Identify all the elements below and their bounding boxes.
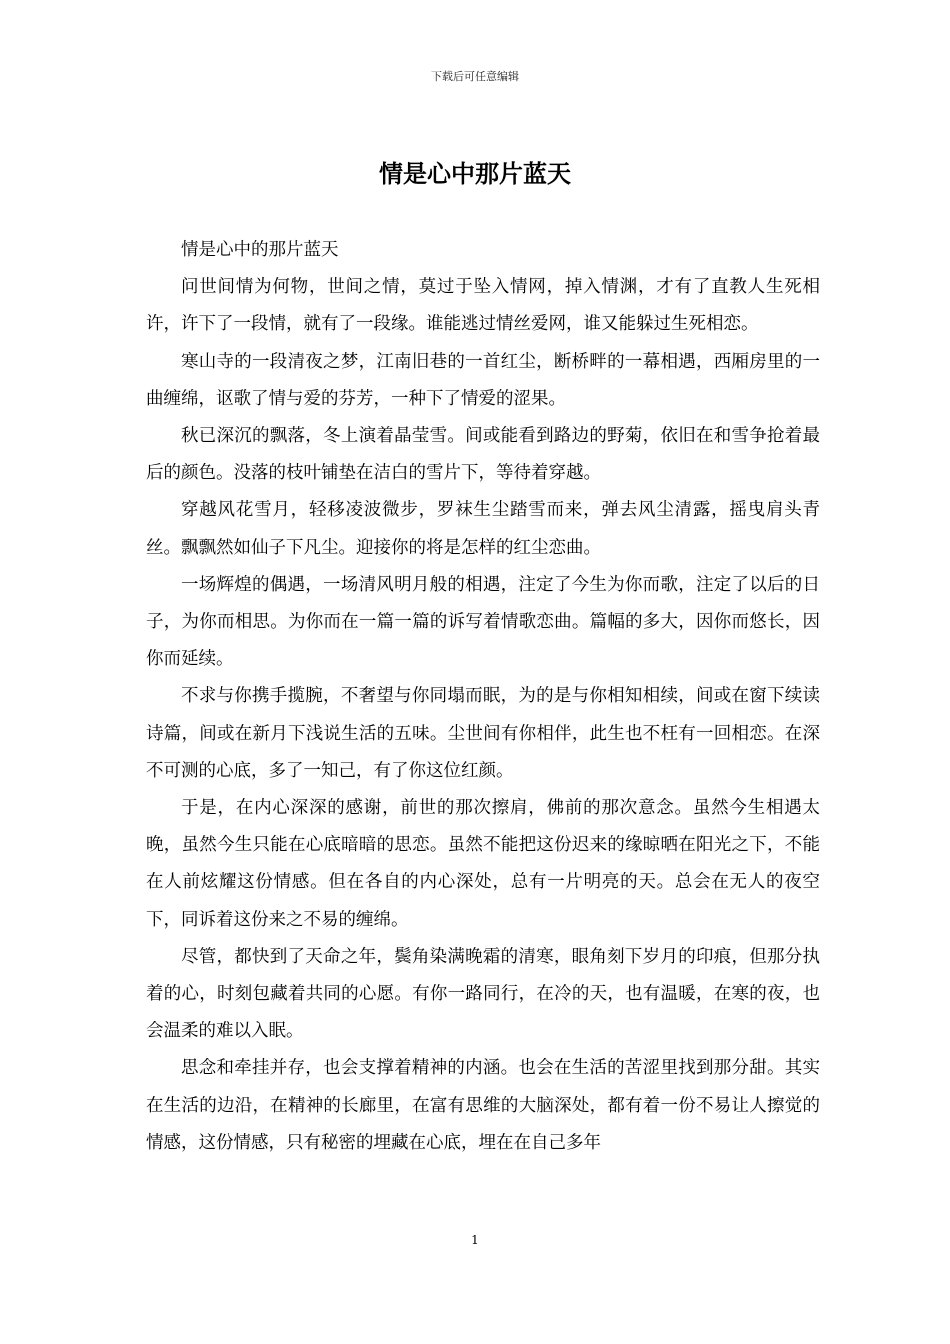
paragraph-subtitle: 情是心中的那片蓝天 [181,240,339,260]
header-note: 下载后可任意编辑 [431,70,519,83]
paragraph: 思念和牵挂并存，也会支撑着精神的内涵。也会在生活的苦涩里找到那分甜。其实在生活的边沿，在精神的长廊里，在富有思维的大脑深处，都有着一份不易让人擦觉的情感，这份情感，只有秘密的埋藏在心底，埋在在自己多年 [146,1058,820,1153]
paragraph: 寒山寺的一段清夜之梦，江南旧巷的一首红尘，断桥畔的一幕相遇，西厢房里的一曲缠绵，讴歌了情与爱的芬芳，一种下了情爱的涩果。 [146,351,820,409]
paragraph: 尽管，都快到了天命之年，鬓角染满晚霜的清寒，眼角刻下岁月的印痕，但那分执着的心，时刻包藏着共同的心愿。有你一路同行，在冷的天，也有温暖，在寒的夜，也会温柔的难以入眠。 [146,946,820,1042]
paragraph: 问世间情为何物，世间之情，莫过于坠入情网，掉入情渊，才有了直教人生死相许，许下了一段情，就有了一段缘。谁能逃过情丝爱网，谁又能躲过生死相恋。 [146,277,820,335]
paragraph: 穿越风花雪月，轻移凌波微步，罗袜生尘踏雪而来，弹去风尘清露，摇曳肩头青丝。飘飘然如仙子下凡尘。迎接你的将是怎样的红尘恋曲。 [146,500,820,558]
paragraph: 秋已深沉的飘落，冬上演着晶莹雪。间或能看到路边的野菊，依旧在和雪争抢着最后的颜色。没落的枝叶铺垫在洁白的雪片下，等待着穿越。 [146,426,820,484]
page-number: 1 [471,1233,479,1247]
document-body [146,232,820,1162]
paragraph: 于是，在内心深深的感谢，前世的那次擦肩，佛前的那次意念。虽然今生相遇太晚，虽然今生只能在心底暗暗的思恋。虽然不能把这份迟来的缘晾晒在阳光之下，不能在人前炫耀这份情感。但在各自的内心深处，总有一片明亮的天。总会在无人的夜空下，同诉着这份来之不易的缠绵。 [146,798,820,930]
paragraph: 一场辉煌的偶遇，一场清风明月般的相遇，注定了今生为你而歌，注定了以后的日子，为你而相思。为你而在一篇一篇的诉写着情歌恋曲。篇幅的多大，因你而悠长，因你而延续。 [146,574,820,670]
paragraph: 不求与你携手揽腕，不奢望与你同塌而眠，为的是与你相知相续，间或在窗下续读诗篇，间或在新月下浅说生活的五味。尘世间有你相伴，此生也不枉有一回相恋。在深不可测的心底，多了一知己，有了你这位红颜。 [146,686,820,781]
document-title: 情是心中那片蓝天 [379,159,571,188]
